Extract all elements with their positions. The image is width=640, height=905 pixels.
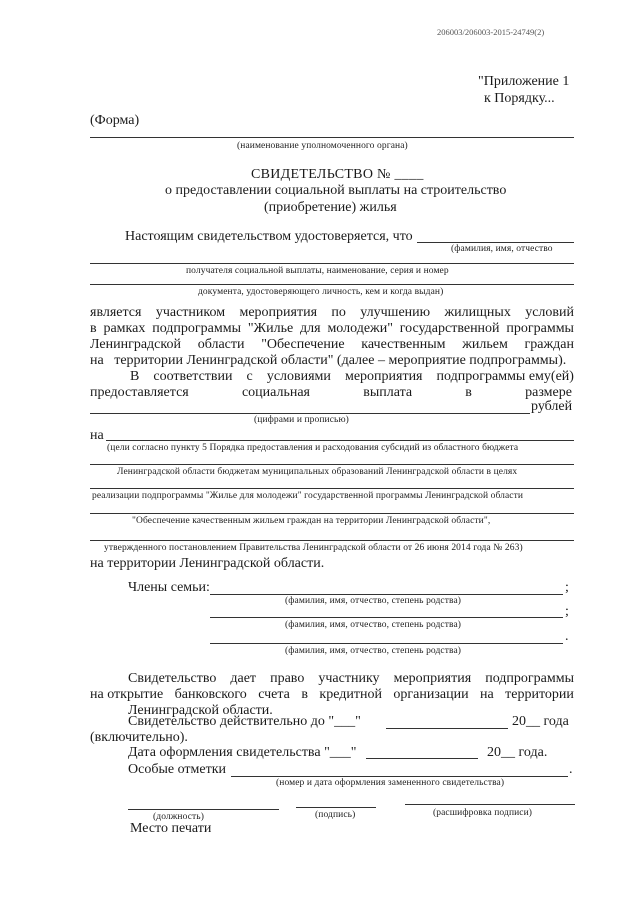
certify-text: Настоящим свидетельством удостоверяется, что <box>125 229 413 244</box>
paragraph3-line2: на открытие банковского счета в кредитной организации на территории <box>90 687 574 702</box>
certificate-title: СВИДЕТЕЛЬСТВО № ____ <box>251 167 424 182</box>
caption-family-1: (фамилия, имя, отчество, степень родства) <box>285 596 462 606</box>
certificate-subtitle-2: (приобретение) жилья <box>264 200 397 215</box>
authority-line <box>90 137 574 138</box>
stamp-place: Место печати <box>130 821 212 836</box>
goal-line-5 <box>90 540 574 541</box>
family-semicolon-1: ; <box>565 580 569 595</box>
document-line <box>90 284 574 285</box>
family-label: Члены семьи: <box>128 580 210 595</box>
caption-fio: (фамилия, имя, отчество <box>451 244 553 254</box>
notes-label: Особые отметки <box>128 762 226 777</box>
issue-year-text: 20__ года. <box>487 745 548 760</box>
form-label: (Форма) <box>90 113 140 128</box>
caption-authority: (наименование уполномоченного органа) <box>237 141 408 151</box>
goal-line-4 <box>90 513 574 514</box>
notes-line <box>231 776 568 777</box>
certificate-subtitle-1: о предоставлении социальной выплаты на строительство <box>165 183 507 198</box>
valid-until-text: Свидетельство действительно до "___" <box>128 714 361 729</box>
notes-period: . <box>569 762 573 777</box>
valid-year-text: 20__ года <box>512 714 569 729</box>
paragraph3-line3: Ленинградской области. <box>128 703 273 718</box>
caption-family-3: (фамилия, имя, отчество, степень родства) <box>285 646 462 656</box>
rub-label: рублей <box>531 399 573 414</box>
appendix-line-2: к Порядку... <box>484 91 555 106</box>
goal-prefix: на <box>90 428 104 443</box>
paragraph2-line1: В соответствии с условиями мероприятия подпрограммы ему(ей) <box>130 369 574 384</box>
caption-goal-5: утвержденного постановлением Правительства Ленинградской области от 26 июня 2014 года № 263) <box>104 543 523 553</box>
family-line-2 <box>210 617 563 618</box>
appendix-line-1: "Приложение 1 <box>478 74 570 89</box>
caption-goal-1: (цели согласно пункту 5 Порядка предоставления и расходования субсидий из областного бюджета <box>107 443 519 453</box>
signature-line <box>296 807 376 808</box>
position-line <box>128 809 279 810</box>
fio-line <box>417 242 574 243</box>
caption-notes: (номер и дата оформления замененного свидетельства) <box>276 778 505 788</box>
paragraph1-line4: на территории Ленинградской области" (далее – мероприятие подпрограммы). <box>90 353 567 368</box>
decoding-line <box>405 804 575 805</box>
caption-decoding: (расшифровка подписи) <box>433 808 533 818</box>
recipient-line <box>90 263 574 264</box>
family-semicolon-2: ; <box>565 604 569 619</box>
family-line-3 <box>210 643 563 644</box>
paragraph2-line2: предоставляется социальная выплата в размере <box>90 385 572 400</box>
family-period: . <box>565 629 569 644</box>
paragraph1-line2: в рамках подпрограммы "Жилье для молодежи" государственной программы <box>90 321 574 336</box>
caption-goal-2: Ленинградской области бюджетам муниципальных образований Ленинградской области в целях <box>117 467 518 477</box>
paragraph1-line1: является участником мероприятия по улучшению жилищных условий <box>90 305 574 320</box>
caption-signature: (подпись) <box>315 810 356 820</box>
inclusive-text: (включительно). <box>90 730 188 745</box>
goal-line-3 <box>90 488 574 489</box>
issue-date-line <box>366 758 478 759</box>
caption-document: документа, удостоверяющего личность, кем и когда выдан) <box>198 287 444 297</box>
amount-line <box>90 413 530 414</box>
family-line-1 <box>210 594 563 595</box>
caption-goal-4: "Обеспечение качественным жильем граждан на территории Ленинградской области", <box>132 516 491 526</box>
goal-line-1 <box>106 440 574 441</box>
paragraph3-line1: Свидетельство дает право участнику мероприятия подпрограммы <box>128 671 574 686</box>
valid-date-line <box>386 728 508 729</box>
issue-date-text: Дата оформления свидетельства "___" <box>128 745 357 760</box>
caption-position: (должность) <box>153 812 204 822</box>
caption-family-2: (фамилия, имя, отчество, степень родства) <box>285 620 462 630</box>
caption-amount: (цифрами и прописью) <box>254 415 349 425</box>
territory-text: на территории Ленинградской области. <box>90 556 325 571</box>
caption-goal-3: реализации подпрограммы "Жилье для молодежи" государственной программы Ленинградской области <box>92 491 524 501</box>
caption-recipient: получателя социальной выплаты, наименование, серия и номер <box>186 266 449 276</box>
goal-line-2 <box>90 464 574 465</box>
paragraph1-line3: Ленинградской области "Обеспечение качественным жильем граждан <box>90 337 574 352</box>
document-code: 206003/206003-2015-24749(2) <box>437 27 545 37</box>
